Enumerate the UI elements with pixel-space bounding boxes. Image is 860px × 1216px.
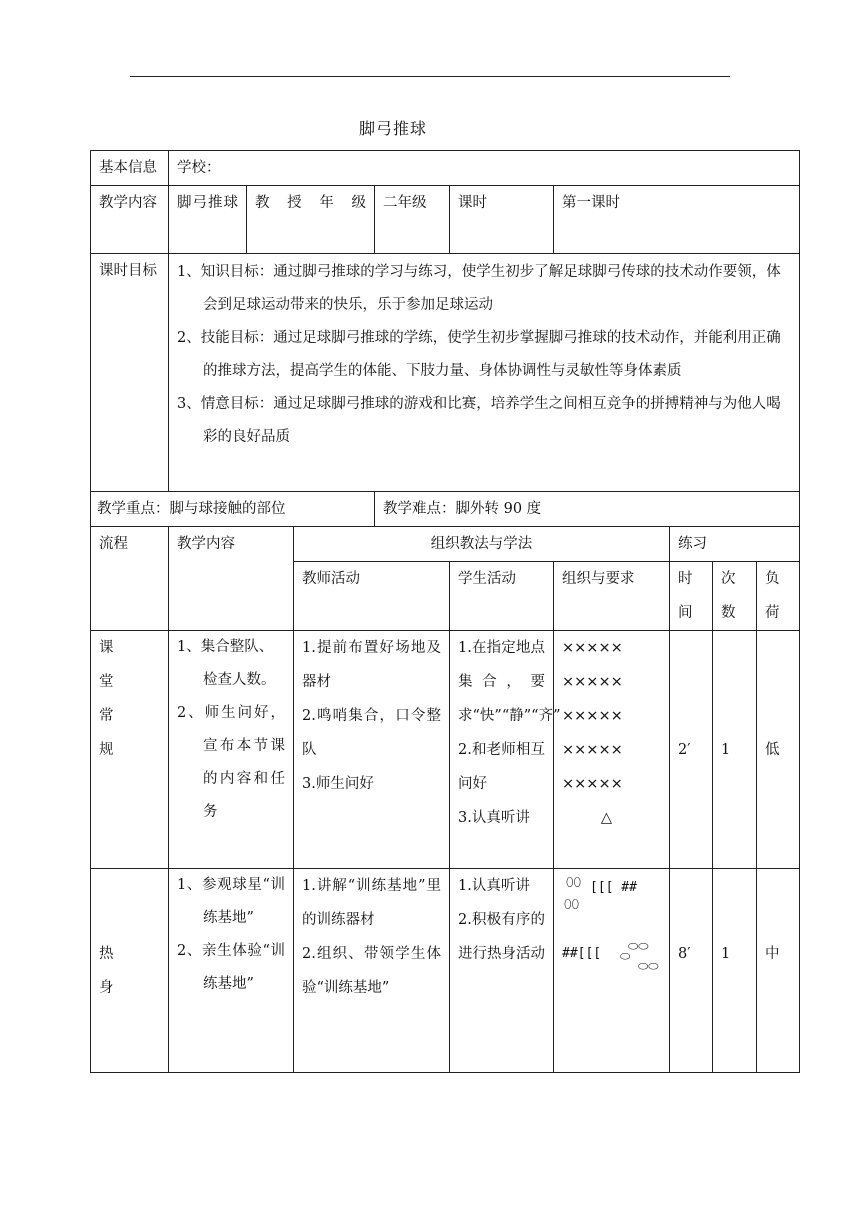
basic-info-label: 基本信息 [91,151,169,186]
teaching-content-row [91,186,800,254]
lesson-plan-table [90,150,800,1073]
row-load: 中 [757,869,800,1073]
formation-diagram: ××××× ××××× ××××× ××××× ××××× △ [554,631,670,869]
row-student: 1.认真听讲 2.积极有序的进行热身活动 [450,869,554,1073]
basic-info-row [91,151,800,186]
hurdle-row-label: [[[ ## [590,880,637,895]
objective-item: 3、情意目标：通过足球脚弓推球的游戏和比赛，培养学生之间相互竞争的拼搏精神与为他人喝彩的良好品质 [177,396,781,445]
teaching-content-label: 教学内容 [91,186,169,254]
header-times: 次数 [713,562,757,631]
header-practice: 练习 [670,527,800,562]
ball-icon: ⬭ [620,949,631,963]
row-load: 低 [757,631,800,869]
row-student: 1.在指定地点集合，要求“快”“静”“齐” 2.和老师相互问好 3.认真听讲 [450,631,554,869]
row-times: 1 [713,631,757,869]
school-label: 学校： [169,151,800,186]
ball-icon: ⬭⬭ [638,959,659,973]
key-difficulty-row [91,492,800,527]
teacher-triangle-icon: △ [600,810,613,826]
row-time: 8′ [670,869,713,1073]
difficulty: 教学难点：脚外转 90 度 [375,492,800,527]
row-content: 1、集合整队、检查人数。 2、师生问好，宣布本节课的内容和任务 [169,631,294,869]
header-time: 时间 [670,562,713,631]
grade-label: 教授年级 [247,186,375,254]
row-process: 热 身 [91,869,169,1073]
row-time: 2′ [670,631,713,869]
hurdle-row-label: ##[[[ [562,946,602,961]
header-teacher: 教师活动 [294,562,450,631]
objective-item: 1、知识目标：通过脚弓推球的学习与练习，使学生初步了解足球脚弓传球的技术动作要领，体会到足球运动带来的快乐，乐于参加足球运动 [177,264,781,313]
period-value: 第一课时 [554,186,800,254]
objectives-list [169,254,800,492]
document-title: 脚弓推球 [358,119,427,138]
header-load: 负荷 [757,562,800,631]
header-method: 组织教法与学法 [294,527,670,562]
objective-item: 2、技能目标：通过足球脚弓推球的学练，使学生初步掌握脚弓推球的技术动作，并能利用正确的推球方法，提高学生的体能、下肢力量、身体协调性与灵敏性等身体素质 [177,330,781,379]
header-student: 学生活动 [450,562,554,631]
warmup-diagram [554,869,670,1073]
header-rule [130,76,730,77]
header-content: 教学内容 [169,527,294,631]
cone-icon: ⬯⬯ [566,875,582,889]
header-row-1 [91,527,800,562]
row-teacher: 1.提前布置好场地及器材 2.鸣哨集合，口令整队 3.师生问好 [294,631,450,869]
header-organization: 组织与要求 [554,562,670,631]
header-process: 流程 [91,527,169,631]
period-label: 课时 [450,186,554,254]
row-content: 1、参观球星“训练基地” 2、亲生体验“训练基地” [169,869,294,1073]
row-teacher: 1.讲解“训练基地”里的训练器材 2.组织、带领学生体验“训练基地” [294,869,450,1073]
ball-icon: ⬭⬭ [628,939,649,953]
key-point: 教学重点：脚与球接触的部位 [91,492,375,527]
grade-value: 二年级 [375,186,450,254]
table-row [91,869,800,1073]
row-times: 1 [713,869,757,1073]
table-row [91,631,800,869]
objectives-label: 课时目标 [91,254,169,492]
row-process: 课 堂 常 规 [91,631,169,869]
objectives-row [91,254,800,492]
teaching-content-value: 脚弓推球 [169,186,247,254]
cone-icon: ⬯⬯ [564,897,580,911]
